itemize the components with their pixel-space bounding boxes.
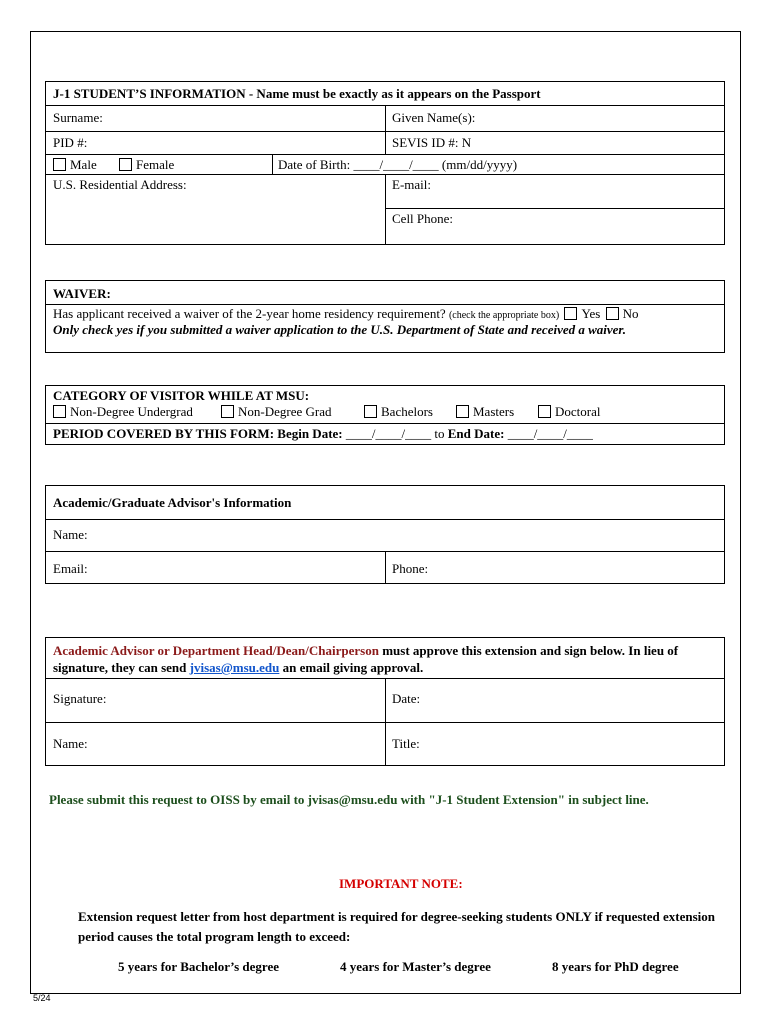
sevis-field[interactable]: SEVIS ID #: N <box>392 135 472 150</box>
important-note-heading: IMPORTANT NOTE: <box>339 876 463 891</box>
limit-bachelors: 5 years for Bachelor’s degree <box>118 959 280 974</box>
advisor-section <box>45 485 725 584</box>
female-option[interactable]: Female <box>119 158 174 172</box>
bachelors-checkbox[interactable] <box>364 405 377 418</box>
end-date-field[interactable]: ____/____/____ <box>507 426 593 441</box>
approval-date-field[interactable]: Date: <box>392 691 421 706</box>
limit-masters: 4 years for Master’s degree <box>340 959 491 974</box>
waiver-question: Has applicant received a waiver of the 2-year home residency requirement? (check the appropriate box) Yes No <box>53 306 639 321</box>
cell-phone-field[interactable]: Cell Phone: <box>392 211 454 226</box>
waiver-no-checkbox[interactable] <box>606 307 619 320</box>
signature-field[interactable]: Signature: <box>53 691 107 706</box>
advisor-email-field[interactable]: Email: <box>53 561 88 576</box>
student-info-section <box>45 81 725 245</box>
non-degree-undergrad-checkbox[interactable] <box>53 405 66 418</box>
approver-title-field[interactable]: Title: <box>392 736 420 751</box>
non-degree-grad-checkbox[interactable] <box>221 405 234 418</box>
dob-field[interactable]: Date of Birth: ____/____/____ (mm/dd/yyyy) <box>278 157 518 172</box>
period-covered: PERIOD COVERED BY THIS FORM: Begin Date: ____/____/____ to End Date: ____/____/____ <box>53 426 593 441</box>
male-option[interactable]: Male <box>53 158 97 172</box>
limit-phd: 8 years for PhD degree <box>552 959 679 974</box>
address-field[interactable]: U.S. Residential Address: <box>53 177 187 192</box>
category-option-masters[interactable]: Masters <box>456 405 514 419</box>
category-option-non-degree-undergrad[interactable]: Non-Degree Undergrad <box>53 405 193 419</box>
email-field[interactable]: E-mail: <box>392 177 431 192</box>
advisor-heading: Academic/Graduate Advisor's Information <box>53 495 292 510</box>
advisor-phone-field[interactable]: Phone: <box>392 561 429 576</box>
approver-name-field[interactable]: Name: <box>53 736 88 751</box>
waiver-note: Only check yes if you submitted a waiver application to the U.S. Department of State and received a waiver. <box>53 322 627 337</box>
category-heading: CATEGORY OF VISITOR WHILE AT MSU: <box>53 388 310 403</box>
waiver-no-label: No <box>622 306 639 321</box>
given-name-field[interactable]: Given Name(s): <box>392 110 476 125</box>
category-section <box>45 385 725 445</box>
approval-email-link[interactable]: jvisas@msu.edu <box>189 660 280 675</box>
category-option-bachelors[interactable]: Bachelors <box>364 405 433 419</box>
student-info-heading: J-1 STUDENT’S INFORMATION - Name must be exactly as it appears on the Passport <box>53 86 541 101</box>
approval-text: Academic Advisor or Department Head/Dean/Chairperson must approve this extension and sign below. In lieu of signature, they can send jvisas@msu.edu an email giving approval. <box>53 643 679 675</box>
female-checkbox[interactable] <box>119 158 132 171</box>
waiver-yes-label: Yes <box>581 306 601 321</box>
waiver-heading: WAIVER: <box>53 286 111 301</box>
important-note-text: Extension request letter from host department is required for degree-seeking students ONLY if requested extension period causes the total program length to exceed: <box>78 909 715 944</box>
pid-field[interactable]: PID #: <box>53 135 88 150</box>
approval-section <box>45 637 725 766</box>
waiver-yes-checkbox[interactable] <box>564 307 577 320</box>
footer-version: 5/24 <box>33 993 51 1003</box>
category-option-doctoral[interactable]: Doctoral <box>538 405 600 419</box>
waiver-section <box>45 280 725 353</box>
submit-instructions: Please submit this request to OISS by email to jvisas@msu.edu with "J-1 Student Extension" in subject line. <box>49 792 649 807</box>
masters-checkbox[interactable] <box>456 405 469 418</box>
surname-field[interactable]: Surname: <box>53 110 103 125</box>
male-checkbox[interactable] <box>53 158 66 171</box>
begin-date-field[interactable]: ____/____/____ <box>345 426 432 441</box>
doctoral-checkbox[interactable] <box>538 405 551 418</box>
advisor-name-field[interactable]: Name: <box>53 527 88 542</box>
category-option-non-degree-grad[interactable]: Non-Degree Grad <box>221 405 331 419</box>
